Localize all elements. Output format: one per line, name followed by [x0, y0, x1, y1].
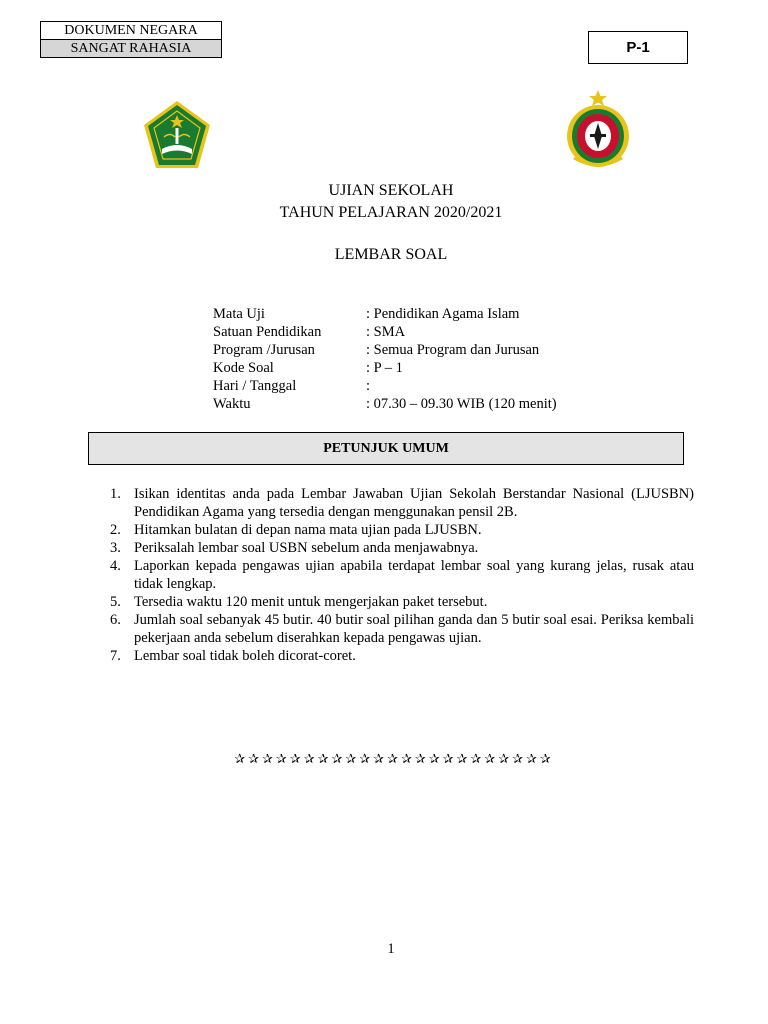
classification-box: [40, 21, 222, 58]
info-row-code: [213, 359, 557, 377]
classification-line-2: SANGAT RAHASIA: [41, 40, 221, 57]
exam-info-table: [213, 305, 557, 413]
item-number: 1.: [110, 486, 121, 502]
info-row-date: [213, 377, 557, 395]
item-text: Laporkan kepada pengawas ujian apabila terdapat lembar soal yang kurang jelas, rusak atau tidak lengkap.: [134, 558, 694, 592]
info-label: Mata Uji: [213, 306, 265, 322]
list-item: [100, 485, 694, 521]
info-row-time: [213, 395, 557, 413]
info-label: Hari / Tanggal: [213, 378, 297, 394]
info-row-subject: [213, 305, 557, 323]
item-number: 5.: [110, 594, 121, 610]
info-row-program: [213, 341, 557, 359]
star-separator: ✰✰✰✰✰✰✰✰✰✰✰✰✰✰✰✰✰✰✰✰✰✰✰: [234, 752, 554, 767]
kemenag-logo-icon: [142, 99, 212, 171]
info-row-school-level: [213, 323, 557, 341]
academic-year: TAHUN PELAJARAN 2020/2021: [279, 204, 503, 221]
item-text: Periksalah lembar soal USBN sebelum anda menjawabnya.: [134, 540, 479, 556]
item-text: Lembar soal tidak boleh dicorat-coret.: [134, 648, 356, 664]
info-value: : P – 1: [366, 360, 403, 376]
list-item: [100, 593, 694, 611]
item-text: Jumlah soal sebanyak 45 butir. 40 butir soal pilihan ganda dan 5 butir soal esai. Periksa kembali pekerjaan anda sebelum diserahkan kepada pengawas ujian.: [134, 612, 694, 646]
list-item: [100, 611, 694, 647]
info-label: Satuan Pendidikan: [213, 324, 322, 340]
info-value: : Pendidikan Agama Islam: [366, 306, 520, 322]
section-heading: PETUNJUK UMUM: [88, 432, 684, 465]
list-item: [100, 521, 694, 539]
list-item: [100, 557, 694, 593]
list-item: [100, 647, 694, 665]
item-number: 7.: [110, 648, 121, 664]
info-label: Program /Jurusan: [213, 342, 315, 358]
provincial-emblem-icon: [564, 88, 632, 172]
page-number: 1: [387, 941, 395, 957]
classification-line-1: DOKUMEN NEGARA: [41, 22, 221, 40]
info-value: : SMA: [366, 324, 406, 340]
info-value: :: [366, 378, 371, 394]
document-type: LEMBAR SOAL: [334, 246, 448, 263]
exam-code-box: P-1: [588, 31, 688, 64]
item-text: Hitamkan bulatan di depan nama mata ujian pada LJUSBN.: [134, 522, 482, 538]
info-label: Kode Soal: [213, 360, 274, 376]
item-text: Tersedia waktu 120 menit untuk mengerjakan paket tersebut.: [134, 594, 488, 610]
item-number: 3.: [110, 540, 121, 556]
exam-title: UJIAN SEKOLAH: [328, 182, 454, 199]
item-number: 2.: [110, 522, 121, 538]
info-label: Waktu: [213, 396, 251, 412]
list-item: [100, 539, 694, 557]
item-number: 4.: [110, 558, 121, 574]
info-value: : Semua Program dan Jurusan: [366, 342, 540, 358]
info-value: : 07.30 – 09.30 WIB (120 menit): [366, 396, 557, 412]
instructions-list: [100, 485, 694, 665]
item-number: 6.: [110, 612, 121, 628]
item-text: Isikan identitas anda pada Lembar Jawaban Ujian Sekolah Berstandar Nasional (LJUSBN) Pendidikan Agama yang tersedia dengan menggunakan pensil 2B.: [134, 486, 694, 520]
